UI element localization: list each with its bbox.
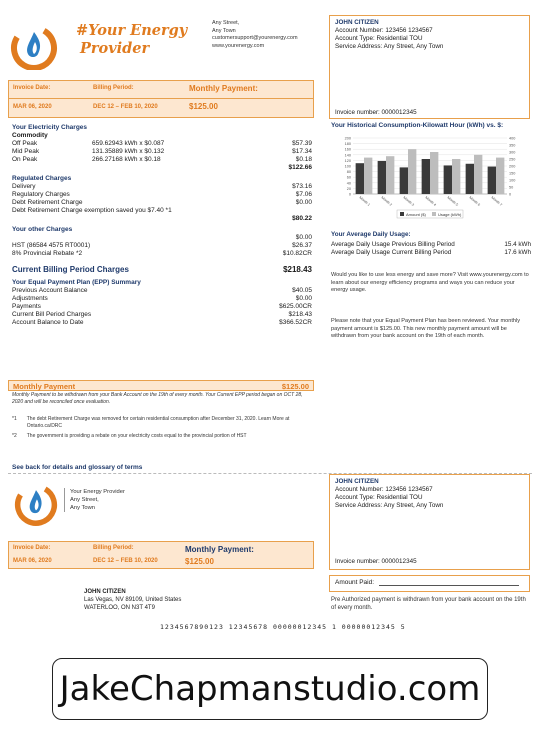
other-charge-row: [12, 242, 312, 250]
other-charge-amount: $0.00: [295, 234, 312, 241]
invoice-date-label: Invoice Date:: [13, 85, 51, 91]
footnote-1-mark: *1: [12, 416, 17, 422]
invoice-date-value: MAR 06, 2020: [13, 104, 52, 110]
service-address: Service Address: Any Street, Any Town: [335, 43, 444, 50]
micr-line: 1234567890123 12345678 00000012345 1 00000012345 5: [160, 623, 406, 631]
efficiency-tip: Would you like to use less energy and save more? Visit www.yourenergy.com to learn about our energy efficiency programs and ways you can reduce your energy usage.: [331, 272, 529, 293]
epp-label: Previous Account Balance: [12, 287, 88, 294]
y-right-tick-label: 50: [509, 185, 514, 190]
y-left-tick-label: 160: [344, 147, 351, 152]
stub-billing-period-value: DEC 12 – FEB 10, 2020: [93, 558, 158, 564]
regulated-label: Delivery: [12, 183, 36, 190]
other-charge-row: [12, 234, 312, 242]
legend-label: Usage (kWh): [438, 212, 462, 217]
epp-monthly-note: Monthly Payment to be withdrawn from your Bank Account on the 19th of every month. Your Current EPP period began on OCT 28, 2020 and will be reconciled once evaluation.: [12, 392, 303, 405]
chart-bar-amount: [356, 163, 364, 194]
other-charge-amount: $10.82CR: [282, 250, 312, 257]
y-right-tick-label: 200: [509, 164, 516, 169]
epp-amount: $40.05: [292, 287, 312, 294]
y-left-tick-label: 120: [344, 158, 351, 163]
regulated-label: Regulated Charges: [12, 175, 72, 182]
stub-account-box: [329, 474, 530, 570]
regulated-label: Debt Retirement Charge: [12, 199, 83, 206]
account-info-box: [329, 15, 530, 119]
y-left-tick-label: 0: [348, 192, 351, 197]
company-address-line2: Any Town: [212, 27, 236, 34]
epp-amount: $366.52CR: [279, 319, 312, 326]
chart-bar-usage: [386, 156, 394, 194]
y-right-tick-label: 350: [509, 143, 516, 148]
commodity-amount: $57.39: [292, 140, 312, 147]
stub-monthly-payment-value: $125.00: [185, 557, 214, 566]
y-right-tick-label: 400: [509, 136, 516, 141]
account-type: Account Type: Residential TOU: [335, 35, 423, 42]
epp-review-note: Please note that your Equal Payment Plan has been reviewed. Your monthly payment amount is $125.00. This new monthly payment amount will be withdrawn from your bank account on the 19th of each month.: [331, 318, 521, 339]
epp-title: Your Equal Payment Plan (EPP) Summary: [12, 279, 141, 286]
footnote-1: The debt Retirement Charge was removed for certain residential consumption after December 31, 2020. Learn More at Ontario.ca/DRC: [26, 416, 290, 429]
x-tick-label: Month 6: [468, 195, 481, 207]
chart-bar-amount: [400, 167, 408, 194]
epp-amount: $625.00CR: [279, 303, 312, 310]
current-charges-label: Current Billing Period Charges: [12, 265, 129, 274]
flame-logo-stub-icon: [14, 478, 58, 528]
regulated-row: [12, 199, 312, 207]
mail-address-line2: WATERLOO, ON N3T 4T9: [84, 605, 155, 611]
x-tick-label: Month 4: [424, 195, 437, 207]
commodity-detail: 659.62943 kWh x $0.087: [92, 140, 165, 147]
epp-amount: $0.00: [295, 295, 312, 302]
y-right-tick-label: 300: [509, 150, 516, 155]
company-website[interactable]: www.yourenergy.com: [212, 42, 265, 49]
y-left-tick-label: 60: [346, 175, 351, 180]
regulated-amount: $0.00: [295, 199, 312, 206]
y-left-tick-label: 200: [344, 136, 351, 141]
epp-monthly-label: Monthly Payment: [13, 382, 76, 391]
legend-swatch: [432, 212, 436, 216]
amount-paid-field[interactable]: [379, 579, 519, 586]
regulated-label: Regulatory Charges: [12, 191, 70, 198]
y-right-tick-label: 0: [509, 192, 512, 197]
chart-bar-usage: [474, 155, 482, 194]
regulated-row: [12, 191, 312, 199]
y-left-tick-label: 140: [344, 153, 351, 158]
y-right-tick-label: 250: [509, 157, 516, 162]
billing-period-value: DEC 12 – FEB 10, 2020: [93, 104, 158, 110]
charges-section: [12, 121, 312, 327]
y-left-tick-label: 180: [344, 142, 351, 147]
epp-row: [12, 303, 312, 311]
avg-curr-label: Average Daily Usage Current Billing Period: [331, 249, 452, 256]
chart-bar-amount: [378, 161, 386, 194]
monthly-payment-value: $125.00: [189, 102, 218, 111]
other-charge-row: [12, 250, 312, 258]
commodity-label: Mid Peak: [12, 148, 40, 155]
stub-account-type: Account Type: Residential TOU: [335, 494, 423, 501]
flame-logo-icon: [10, 22, 58, 70]
account-number: Account Number: 123456 1234567: [335, 27, 433, 34]
commodity-amount: $17.34: [292, 148, 312, 155]
epp-label: Payments: [12, 303, 41, 310]
billing-header-bar: [8, 80, 314, 118]
epp-row: [12, 295, 312, 303]
amount-paid-label: Amount Paid:: [335, 579, 375, 586]
current-charges-amount: $218.43: [283, 265, 312, 274]
stub-header-bar: [8, 541, 314, 569]
x-tick-label: Month 5: [446, 195, 459, 207]
monthly-payment-label: Monthly Payment:: [189, 84, 258, 93]
epp-label: Current Bill Period Charges: [12, 311, 92, 318]
stub-logo: [14, 478, 58, 528]
stub-invoice-number: Invoice number: 0000012345: [335, 558, 417, 565]
other-charge-label: 8% Provincial Rebate *2: [12, 250, 83, 257]
avg-prev-label: Average Daily Usage Previous Billing Period: [331, 241, 455, 248]
commodity-label: On Peak: [12, 156, 38, 163]
charges-title: Your Electricity Charges: [12, 124, 88, 131]
consumption-chart-svg: [331, 132, 531, 222]
stub-billing-period-label: Billing Period:: [93, 545, 134, 551]
commodity-detail: 266.27168 kWh x $0.18: [92, 156, 161, 163]
regulated-row: [12, 183, 312, 191]
chart-bar-amount: [466, 164, 474, 194]
y-right-tick-label: 100: [509, 178, 516, 183]
watermark-banner: [52, 658, 488, 720]
x-tick-label: Month 1: [358, 195, 371, 207]
chart-bar-usage: [452, 159, 460, 194]
stub-company-line1: Your Energy Provider: [70, 489, 125, 495]
stub-account-name: JOHN CITIZEN: [335, 478, 379, 485]
legend-swatch: [400, 212, 404, 216]
other-charges-label: Your other Charges: [12, 226, 73, 233]
stub-invoice-date-value: MAR 06, 2020: [13, 558, 52, 564]
stub-company-line3: Any Town: [70, 505, 96, 511]
avg-usage-title: Your Average Daily Usage:: [331, 231, 411, 238]
amount-paid-box: [329, 575, 530, 592]
preauth-note: Pre Authorized payment is withdrawn from your bank account on the 19th of every month.: [331, 597, 526, 611]
invoice-number: Invoice number: 0000012345: [335, 109, 417, 116]
epp-label: Adjustments: [12, 295, 48, 302]
watermark-text: JakeChapmanstudio.com: [59, 669, 481, 709]
avg-curr-value: 17.6 kWh: [504, 249, 531, 256]
regulated-amount: $73.16: [292, 183, 312, 190]
company-name-line2: Provider: [80, 40, 150, 57]
mail-address-line1: Las Vegas, NV 89109, United States: [84, 597, 182, 603]
company-address-line1: Any Street,: [212, 20, 240, 26]
y-left-tick-label: 20: [346, 186, 351, 191]
other-charge-label: HST (86584 4575 RT0001): [12, 242, 91, 249]
regulated-row: [12, 207, 312, 215]
commodity-detail: 131.35889 kWh x $0.132: [92, 148, 165, 155]
monthly-payment-bar: [8, 380, 314, 391]
history-title: Your Historical Consumption-Kilowatt Hour (kWh) vs. $:: [331, 122, 504, 129]
stub-company-line2: Any Street,: [70, 497, 99, 503]
other-charge-amount: $26.37: [292, 242, 312, 249]
commodity-label: Commodity: [12, 132, 48, 139]
epp-row: [12, 311, 312, 319]
company-email[interactable]: customersupport@yourenergy.com: [212, 35, 298, 41]
commodity-row: [12, 156, 312, 164]
commodity-label: Off Peak: [12, 140, 38, 147]
commodity-row: [12, 140, 312, 148]
regulated-amount: $7.06: [295, 191, 312, 198]
epp-amount: $218.43: [288, 311, 312, 318]
company-logo: [10, 22, 58, 70]
y-left-tick-label: 100: [344, 164, 351, 169]
billing-period-label: Billing Period:: [93, 85, 134, 91]
x-tick-label: Month 2: [380, 195, 393, 207]
stub-service-address: Service Address: Any Street, Any Town: [335, 502, 444, 509]
chart-bar-amount: [488, 167, 496, 194]
y-left-tick-label: 40: [346, 181, 351, 186]
chart-bar-amount: [422, 159, 430, 194]
epp-row: [12, 287, 312, 295]
commodity-row: [12, 148, 312, 156]
y-left-tick-label: 80: [346, 170, 351, 175]
epp-label: Account Balance to Date: [12, 319, 84, 326]
regulated-total: $80.22: [292, 215, 312, 222]
footnote-2-mark: *2: [12, 433, 17, 439]
y-right-tick-label: 150: [509, 171, 516, 176]
avg-prev-value: 15.4 kWh: [504, 241, 531, 248]
mail-name: JOHN CITIZEN: [84, 589, 126, 595]
chart-bar-usage: [408, 149, 416, 194]
company-name-line1: #Your Energy: [76, 22, 188, 39]
consumption-chart: [331, 132, 531, 222]
commodity-amount: $0.18: [295, 156, 312, 163]
epp-row: [12, 319, 312, 327]
x-tick-label: Month 7: [490, 195, 503, 207]
commodity-total: $122.66: [288, 164, 312, 171]
see-back-note: See back for details and glossary of terms: [12, 464, 143, 471]
account-holder-name: JOHN CITIZEN: [335, 19, 379, 26]
chart-bar-usage: [430, 152, 438, 194]
x-tick-label: Month 3: [402, 195, 415, 207]
chart-bar-usage: [496, 158, 504, 194]
chart-bar-amount: [444, 165, 452, 194]
legend-label: Amount ($): [406, 212, 426, 217]
stub-invoice-date-label: Invoice Date:: [13, 545, 51, 551]
regulated-label: Debt Retirement Charge exemption saved you $7.40 *1: [12, 207, 172, 214]
stub-account-number: Account Number: 123456 1234567: [335, 486, 433, 493]
epp-monthly-amount: $125.00: [281, 382, 309, 391]
chart-bar-usage: [364, 158, 372, 194]
stub-monthly-payment-label: Monthly Payment:: [185, 545, 254, 554]
footnote-2: The government is providing a rebate on your electricity costs equal to the provincial portion of HST: [26, 433, 247, 439]
